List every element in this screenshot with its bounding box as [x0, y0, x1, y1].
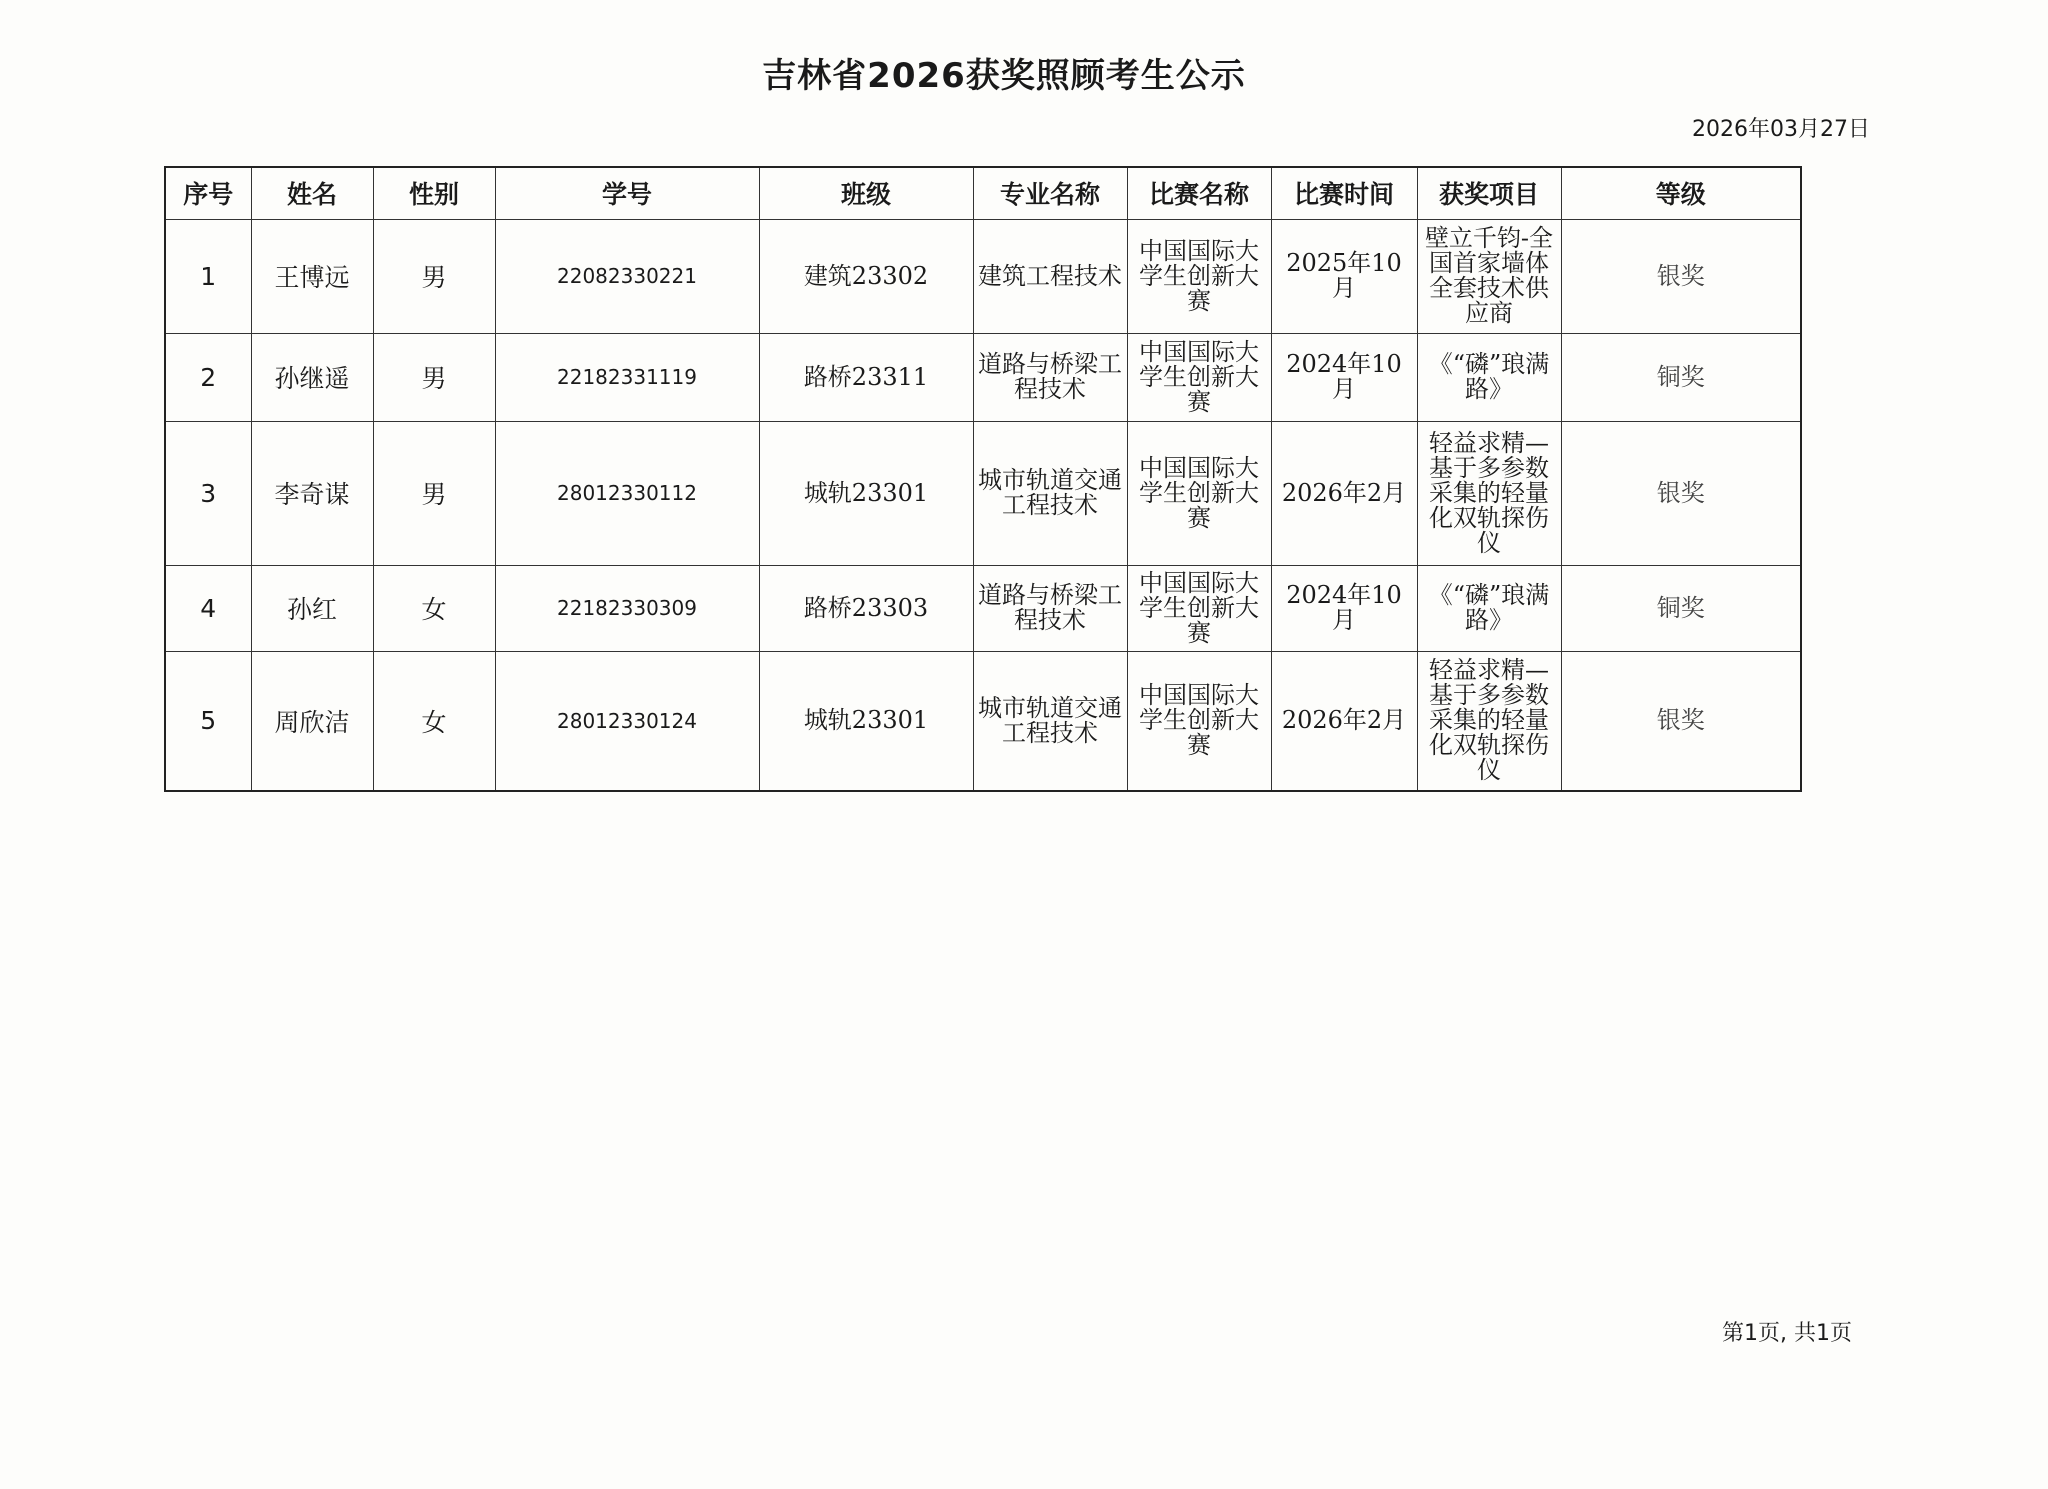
header-competition: 比赛名称 [1127, 167, 1271, 219]
cell-name: 孙继遥 [251, 333, 373, 421]
cell-project: 《“磷”琅满路》 [1417, 565, 1561, 651]
cell-competition: 中国国际大学生创新大赛 [1127, 421, 1271, 565]
header-class: 班级 [759, 167, 973, 219]
cell-student-id: 28012330124 [495, 651, 759, 791]
cell-major: 城市轨道交通工程技术 [973, 421, 1127, 565]
table-row [165, 219, 1801, 333]
cell-gender: 女 [373, 565, 495, 651]
cell-level: 银奖 [1561, 651, 1801, 791]
cell-project: 壁立千钧-全国首家墙体全套技术供应商 [1417, 219, 1561, 333]
cell-level: 铜奖 [1561, 565, 1801, 651]
cell-index: 3 [165, 421, 251, 565]
cell-student-id: 22182330309 [495, 565, 759, 651]
cell-time: 2025年10月 [1271, 219, 1417, 333]
table-row [165, 651, 1801, 791]
cell-time: 2024年10月 [1271, 565, 1417, 651]
cell-class: 城轨23301 [759, 651, 973, 791]
cell-level: 银奖 [1561, 219, 1801, 333]
cell-competition: 中国国际大学生创新大赛 [1127, 651, 1271, 791]
award-table [164, 166, 1802, 792]
cell-student-id: 22182331119 [495, 333, 759, 421]
header-level: 等级 [1561, 167, 1801, 219]
cell-time: 2026年2月 [1271, 421, 1417, 565]
header-project: 获奖项目 [1417, 167, 1561, 219]
table-row [165, 333, 1801, 421]
cell-class: 建筑23302 [759, 219, 973, 333]
cell-name: 周欣洁 [251, 651, 373, 791]
header-time: 比赛时间 [1271, 167, 1417, 219]
cell-competition: 中国国际大学生创新大赛 [1127, 333, 1271, 421]
cell-class: 路桥23311 [759, 333, 973, 421]
cell-time: 2024年10月 [1271, 333, 1417, 421]
cell-major: 城市轨道交通工程技术 [973, 651, 1127, 791]
cell-index: 2 [165, 333, 251, 421]
cell-gender: 男 [373, 333, 495, 421]
cell-gender: 男 [373, 421, 495, 565]
cell-index: 5 [165, 651, 251, 791]
publish-date: 2026年03月27日 [1692, 117, 1870, 142]
cell-name: 李奇谋 [251, 421, 373, 565]
page-indicator: 第1页, 共1页 [1722, 1321, 1852, 1346]
cell-level: 银奖 [1561, 421, 1801, 565]
cell-project: 轻益求精—基于多参数采集的轻量化双轨探伤仪 [1417, 421, 1561, 565]
document-title: 吉林省2026获奖照顾考生公示 [762, 56, 1246, 96]
header-name: 姓名 [251, 167, 373, 219]
cell-major: 道路与桥梁工程技术 [973, 565, 1127, 651]
header-major: 专业名称 [973, 167, 1127, 219]
cell-student-id: 22082330221 [495, 219, 759, 333]
cell-class: 路桥23303 [759, 565, 973, 651]
header-student-id: 学号 [495, 167, 759, 219]
cell-time: 2026年2月 [1271, 651, 1417, 791]
cell-name: 王博远 [251, 219, 373, 333]
header-index: 序号 [165, 167, 251, 219]
table-row [165, 565, 1801, 651]
cell-competition: 中国国际大学生创新大赛 [1127, 219, 1271, 333]
cell-major: 建筑工程技术 [973, 219, 1127, 333]
cell-gender: 女 [373, 651, 495, 791]
cell-index: 4 [165, 565, 251, 651]
table-header-row [165, 167, 1801, 219]
cell-name: 孙红 [251, 565, 373, 651]
cell-class: 城轨23301 [759, 421, 973, 565]
cell-project: 轻益求精—基于多参数采集的轻量化双轨探伤仪 [1417, 651, 1561, 791]
table-row [165, 421, 1801, 565]
cell-level: 铜奖 [1561, 333, 1801, 421]
cell-major: 道路与桥梁工程技术 [973, 333, 1127, 421]
cell-student-id: 28012330112 [495, 421, 759, 565]
cell-project: 《“磷”琅满路》 [1417, 333, 1561, 421]
header-gender: 性别 [373, 167, 495, 219]
cell-gender: 男 [373, 219, 495, 333]
cell-index: 1 [165, 219, 251, 333]
cell-competition: 中国国际大学生创新大赛 [1127, 565, 1271, 651]
